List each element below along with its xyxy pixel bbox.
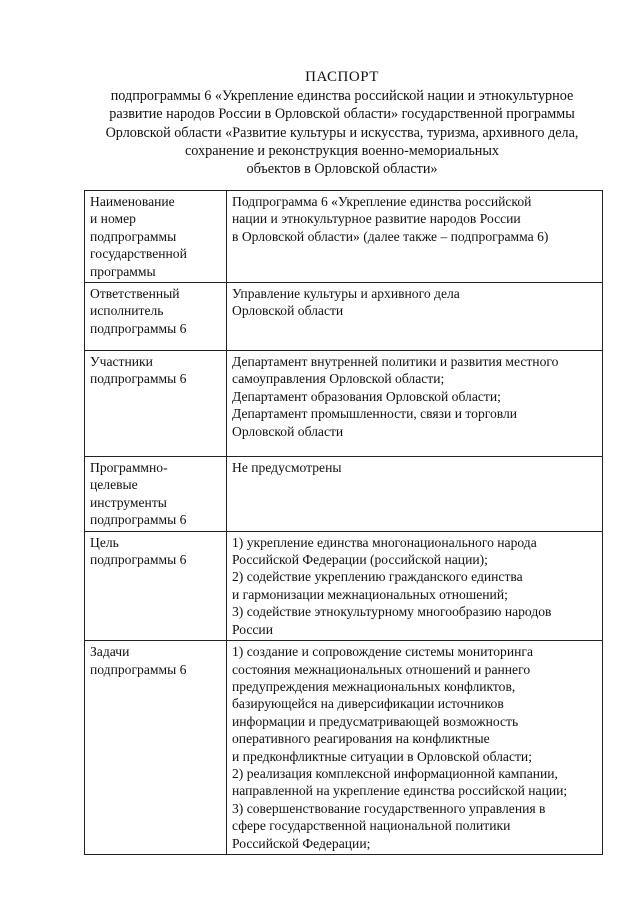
table-row-tasks [85,641,603,855]
value-line: оперативного реагирования на конфликтные [232,731,490,747]
passport-title-block [60,68,624,178]
label-line: государственной [90,246,187,262]
label-line: Участники [90,354,153,370]
value-line: 1) создание и сопровождение системы мониторинга [232,644,534,660]
row-label-cell [85,283,227,351]
label-line: инструменты [90,494,167,510]
value-line: Департамент внутренней политики и развития местного [232,354,559,370]
row-label-cell [85,457,227,532]
value-line: нации и этнокультурное развитие народов России [232,211,521,227]
row-value-cell [227,191,603,283]
label-line: подпрограммы 6 [90,371,187,387]
label-line: и номер [90,211,136,227]
value-line: Подпрограмма 6 «Укрепление единства российской [232,194,532,209]
label-line: Ответственный [90,286,180,302]
table-row-name [85,191,603,283]
value-line: России [232,621,273,637]
label-line: Программно- [90,460,168,476]
label-line: Наименование [90,194,175,209]
passport-heading: ПАСПОРТ [305,69,379,85]
row-value-cell [227,457,603,532]
row-label-cell [85,351,227,457]
label-line: Задачи [90,644,130,660]
value-line: 3) содействие этнокультурному многообразию народов [232,604,552,620]
label-line: целевые [90,477,138,493]
value-line: 2) реализация комплексной информационной кампании, [232,765,558,781]
value-line: информации и предусматривающей возможность [232,713,519,729]
label-line: программы [90,263,156,279]
row-value-cell [227,531,603,640]
row-label-cell [85,531,227,640]
value-line: Департамент промышленности, связи и торговли [232,406,518,422]
table-row-participants [85,351,603,457]
subtitle-line: сохранение и реконструкция военно-мемориальных [184,142,500,159]
value-line: сфере государственной национальной политики [232,818,511,834]
subtitle-line: Орловской области «Развитие культуры и искусства, туризма, архивного дела, [105,124,579,141]
value-line: базирующейся на диверсификации источников [232,696,504,712]
row-label-cell [85,191,227,283]
passport-table [84,190,603,855]
value-line: 1) укрепление единства многонационального народа [232,534,537,550]
value-line: и предконфликтные ситуации в Орловской области; [232,748,532,764]
value-line: предупреждения межнациональных конфликтов, [232,678,516,694]
value-line: направленной на укрепление единства российской нации; [232,783,568,799]
table-row-instruments [85,457,603,532]
table-row-executor [85,283,603,351]
subtitle-line: объектов в Орловской области» [246,161,438,178]
value-line: Департамент образования Орловской области; [232,388,501,404]
row-label-cell [85,641,227,855]
value-line: 2) содействие укреплению гражданского единства [232,569,523,585]
value-line: Управление культуры и архивного дела [232,286,460,302]
label-line: подпрограммы 6 [90,552,187,568]
label-line: Цель [90,534,119,550]
subtitle-line: развитие народов России в Орловской области» государственной программы [109,106,575,123]
value-line: самоуправления Орловской области; [232,371,445,387]
value-line: Орловской области [232,303,344,319]
value-line: и гармонизации межнациональных отношений; [232,586,508,602]
row-value-cell [227,641,603,855]
row-value-cell [227,351,603,457]
subtitle-line: подпрограммы 6 «Укрепление единства российской нации и этнокультурное [110,88,574,105]
label-line: подпрограммы 6 [90,661,187,677]
value-line: Российской Федерации; [232,835,371,851]
value-line: Российской Федерации (российской нации); [232,552,488,568]
table-row-goal [85,531,603,640]
value-line: состояния межнациональных отношений и раннего [232,661,531,677]
value-line: в Орловской области» (далее также – подпрограмма 6) [232,228,549,244]
label-line: подпрограммы [90,228,177,244]
value-line: Не предусмотрены [232,460,342,476]
value-line: 3) совершенствование государственного управления в [232,800,546,816]
label-line: подпрограммы 6 [90,512,187,528]
value-line: Орловской области [232,423,344,439]
row-value-cell [227,283,603,351]
label-line: исполнитель [90,303,164,319]
label-line: подпрограммы 6 [90,320,187,336]
